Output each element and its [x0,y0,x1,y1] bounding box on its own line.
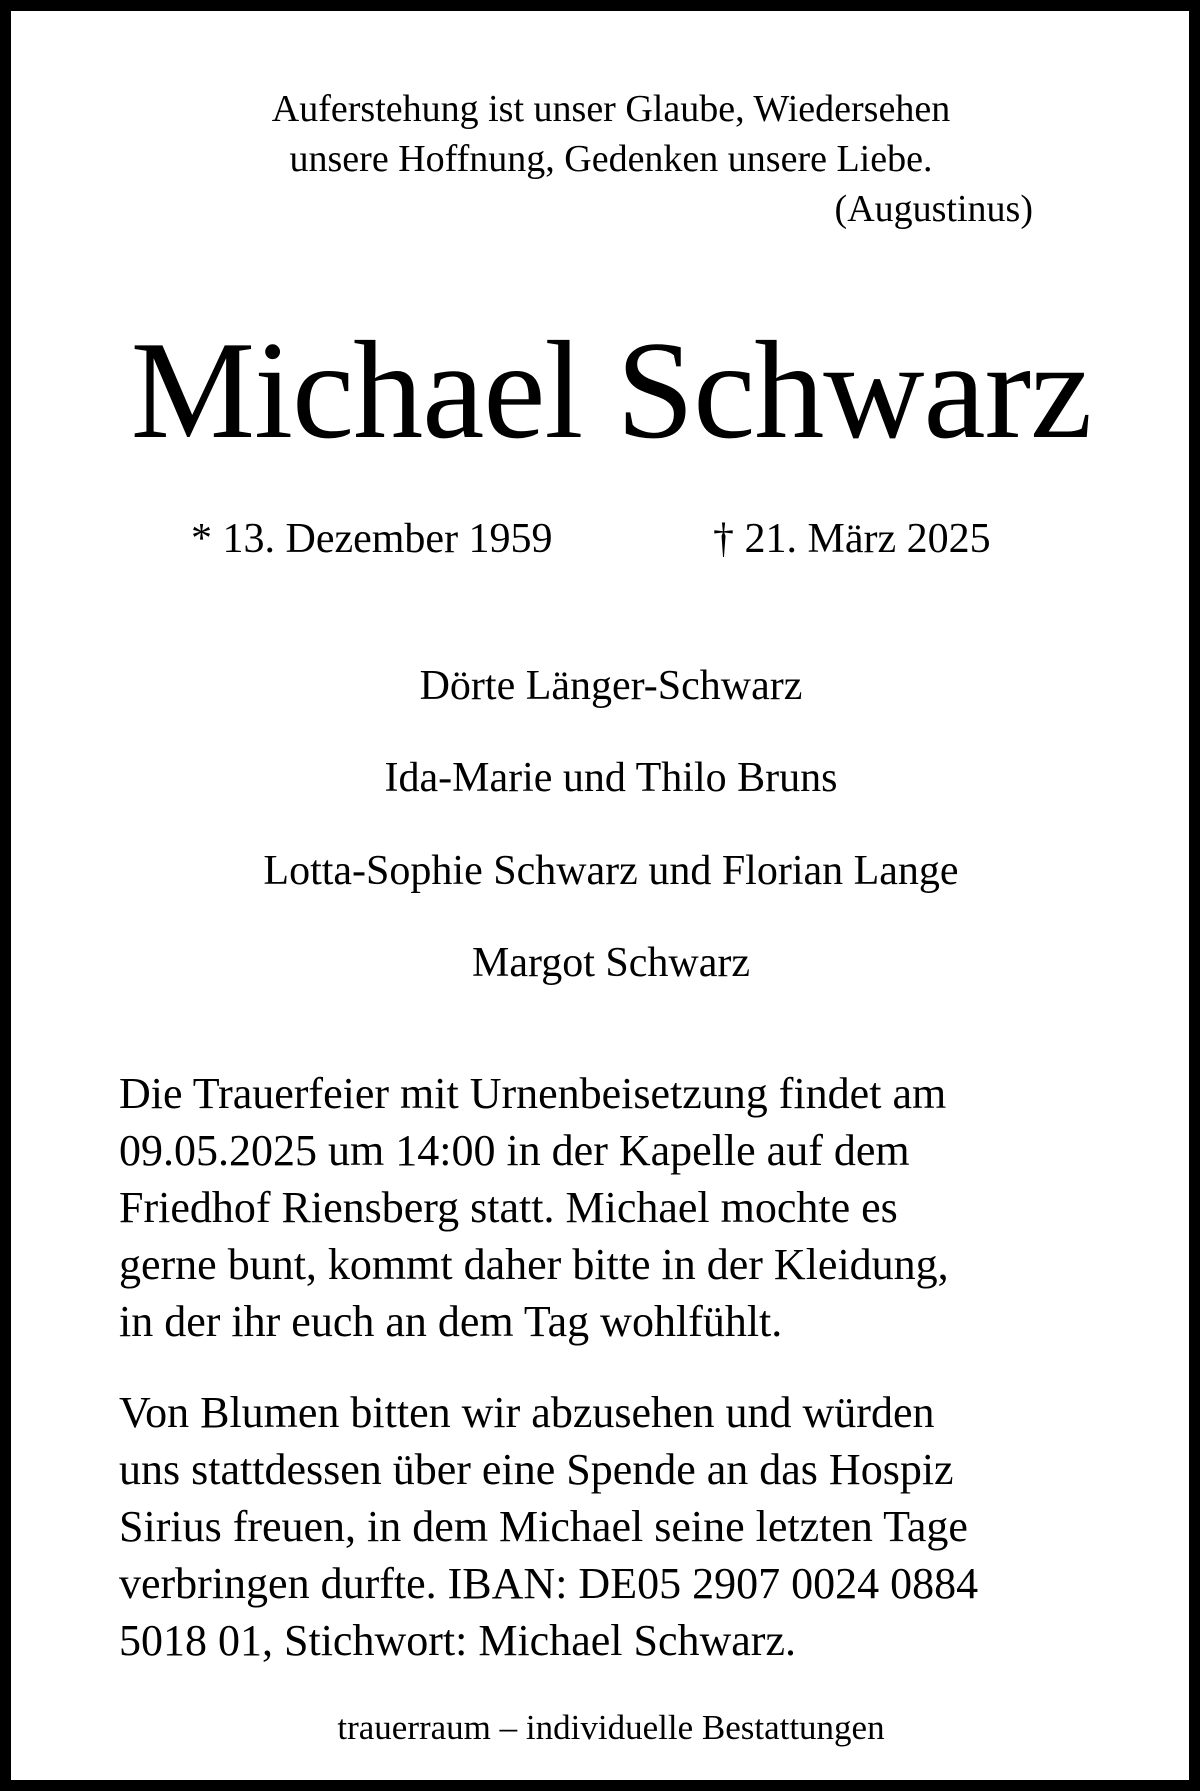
ceremony-line: gerne bunt, kommt daher bitte in der Kleidung, [119,1240,949,1289]
ceremony-line: Friedhof Riensberg statt. Michael mochte es [119,1183,898,1232]
donation-line: 5018 01, Stichwort: Michael Schwarz. [119,1616,796,1665]
ceremony-line: in der ihr euch an dem Tag wohlfühlt. [119,1297,783,1346]
donation-line: verbringen durfte. IBAN: DE05 2907 0024 0884 [119,1559,979,1608]
ceremony-line: Die Trauerfeier mit Urnenbeisetzung findet am [119,1069,947,1118]
donation-line: Sirius freuen, in dem Michael seine letzten Tage [119,1502,968,1551]
birth-date: * 13. Dezember 1959 [191,516,553,562]
undertaker-footer: trauerraum – individuelle Bestattungen [337,1708,885,1747]
mourner-name: Margot Schwarz [472,940,750,986]
donation-paragraph [119,1384,1109,1669]
mourner-name: Lotta-Sophie Schwarz und Florian Lange [263,848,959,894]
quote-attribution: (Augustinus) [834,188,1033,230]
mourner-name: Dörte Länger-Schwarz [419,663,803,709]
donation-line: Von Blumen bitten wir abzusehen und würden [119,1388,935,1437]
quote-line-2: unsere Hoffnung, Gedenken unsere Liebe. [289,138,933,180]
deceased-name: Michael Schwarz [130,313,1092,468]
ceremony-paragraph [119,1065,1109,1350]
donation-line: uns stattdessen über eine Spende an das Hospiz [119,1445,954,1494]
ceremony-line: 09.05.2025 um 14:00 in der Kapelle auf dem [119,1126,910,1175]
quote-line-1: Auferstehung ist unser Glaube, Wiedersehen [271,88,951,130]
mourner-name: Ida-Marie und Thilo Bruns [384,755,838,801]
death-date: † 21. März 2025 [713,516,991,562]
